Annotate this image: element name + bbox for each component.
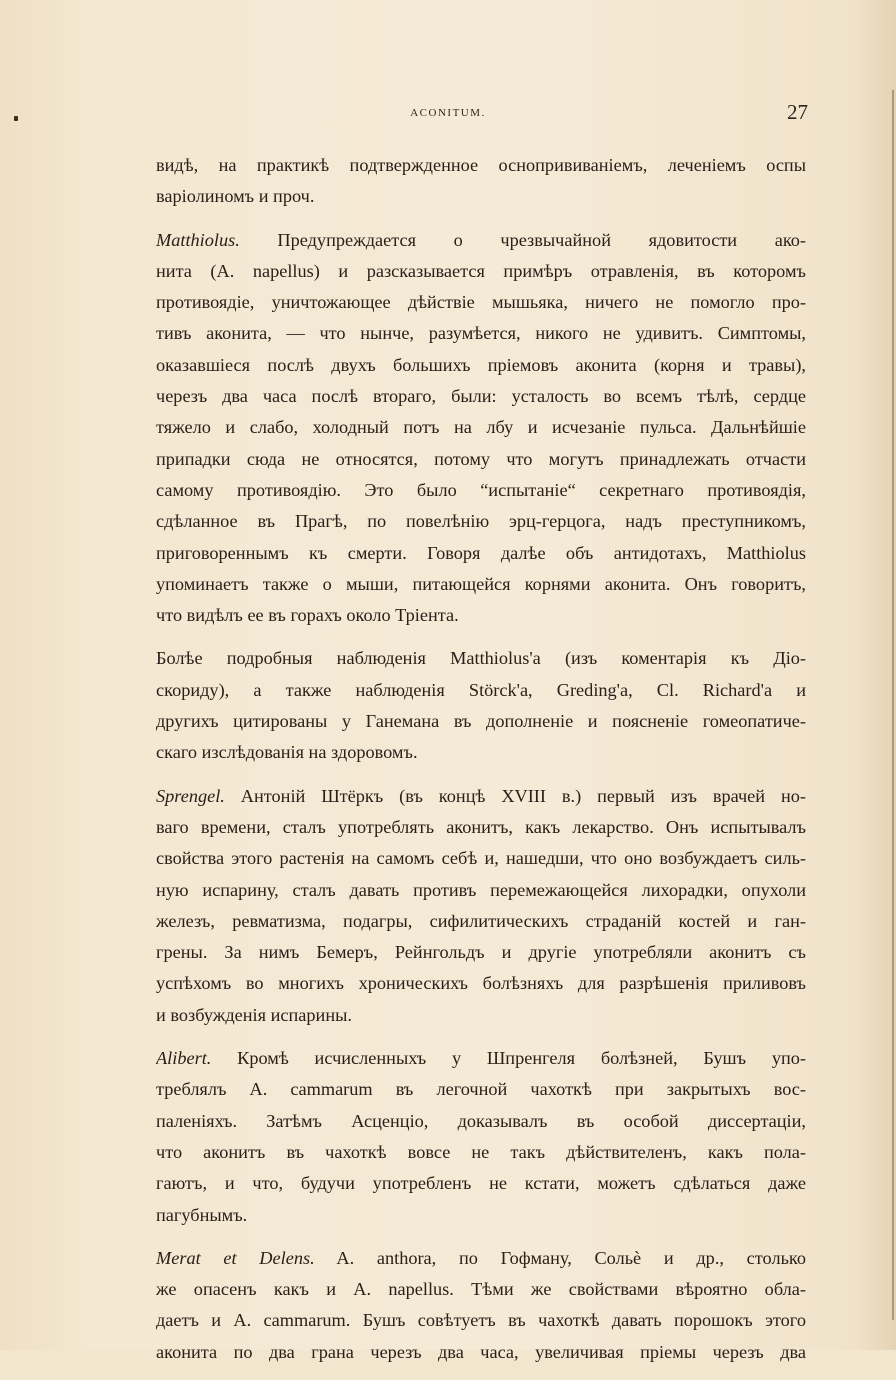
body-text: [156, 150, 806, 1380]
line-text: Болѣе подробныя наблюденiя Matthiolus'а (изъ коментарiя къ Дiо-: [156, 648, 806, 669]
text-line: [156, 1200, 806, 1231]
line-text: гаютъ, и что, будучи употребленъ не кстати, можетъ сдѣлаться даже: [156, 1173, 806, 1194]
line-text: тивъ аконита, — что нынче, разумѣется, никого не удивитъ. Симптомы,: [156, 323, 806, 344]
text-line: [156, 381, 806, 412]
line-text: видѣ, на практикѣ подтвержденное оснопрививанiемъ, леченiемъ оспы: [156, 155, 806, 175]
line-text: тяжело и слабо, холодный потъ на лбу и исчезанiе пульса. Дальнѣйшiе: [156, 417, 806, 438]
text-line: [156, 1274, 806, 1305]
line-text: нита (A. napellus) и разсказывается примѣръ отравленiя, въ которомъ: [156, 260, 806, 281]
text-line: [156, 1168, 806, 1199]
paragraph: [156, 225, 806, 632]
line-text: сдѣланное въ Прагѣ, по повелѣнiю эрц-герцога, надъ преступникомъ,: [156, 511, 806, 532]
text-line: [156, 225, 806, 256]
text-line: [156, 843, 806, 874]
line-text: Антонiй Штёркъ (въ концѣ XVIII в.) первый изъ врачей но-: [224, 785, 806, 806]
paragraph: [156, 150, 806, 213]
text-line: [156, 350, 806, 381]
paragraph-lead-author: Merat et Delens.: [156, 1247, 315, 1268]
text-line: [156, 1074, 806, 1105]
line-text: скориду), а также наблюденiя Störck'а, Greding'а, Cl. Richard'а и: [156, 679, 806, 700]
text-line: [156, 675, 806, 706]
text-line: [156, 1043, 806, 1074]
text-line: [156, 1337, 806, 1368]
text-line: [156, 412, 806, 443]
text-line: [156, 181, 806, 212]
page-edge: [892, 90, 894, 1320]
text-line: [156, 875, 806, 906]
text-line: [156, 318, 806, 349]
line-text: ваго времени, сталъ употреблять аконитъ, какъ лекарство. Онъ испытывалъ: [156, 816, 806, 837]
line-text: железъ, ревматизма, подагры, сифилитическихъ страданiй костей и ган-: [156, 910, 806, 931]
paragraph-lead-author: Alibert.: [156, 1048, 212, 1069]
line-text: ную испарину, сталъ давать противъ перемежающейся лихорадки, опухоли: [156, 879, 806, 900]
text-line: [156, 906, 806, 937]
text-line: [156, 150, 806, 181]
line-text: Кромѣ исчисленныхъ у Шпренгеля болѣзней, Бушъ упо-: [211, 1048, 806, 1069]
line-text: свойства этого растенiя на самомъ себѣ и, нашедши, что оно возбуждаетъ силь-: [156, 848, 806, 869]
line-text: оказавшiеся послѣ двухъ большихъ прiемовъ аконита (корня и травы),: [156, 354, 806, 375]
text-line: [156, 737, 806, 768]
text-line: [156, 1305, 806, 1336]
text-line: [156, 506, 806, 537]
running-title: ACONITUM.: [410, 107, 486, 119]
line-text: упоминаетъ также о мыши, питающейся корнями аконита. Онъ говоритъ,: [156, 573, 806, 594]
line-text: что видѣлъ ее въ горахъ около Трiента.: [156, 605, 459, 626]
line-text: противоядiе, уничтожающее дѣйствiе мышьяка, ничего не помогло про-: [156, 292, 806, 313]
paragraph-lead-author: Matthiolus.: [156, 229, 240, 250]
page-number: 27: [787, 100, 808, 124]
paragraph-lead-author: Sprengel.: [156, 785, 225, 806]
paragraph: [156, 1243, 806, 1368]
line-text: успѣхомъ во многихъ хроническихъ болѣзняхъ для разрѣшенiя приливовъ: [156, 973, 806, 994]
line-text: грены. За нимъ Бемеръ, Рейнгольдъ и другiе употребляли аконитъ съ: [156, 942, 806, 963]
line-text: приговореннымъ къ смерти. Говоря далѣе объ антидотахъ, Matthiolus: [156, 542, 806, 563]
line-text: черезъ два часа послѣ втораго, были: усталость во всемъ тѣлѣ, сердце: [156, 386, 806, 407]
line-text: самому противоядiю. Это было “испытанiе“ секретнаго противоядiя,: [156, 479, 806, 500]
text-line: [156, 812, 806, 843]
line-text: скаго изслѣдованiя на здоровомъ.: [156, 742, 418, 763]
text-line: [156, 569, 806, 600]
text-line: [156, 781, 806, 812]
running-header: [0, 100, 896, 130]
text-line: [156, 444, 806, 475]
paragraph: [156, 1043, 806, 1231]
line-text: Предупреждается о чрезвычайной ядовитости ако-: [239, 229, 806, 250]
text-line: [156, 1106, 806, 1137]
line-text: варiолиномъ и проч.: [156, 186, 315, 207]
line-text: пагубнымъ.: [156, 1204, 248, 1225]
text-line: [156, 256, 806, 287]
paragraph: [156, 781, 806, 1031]
line-text: припадки сюда не относятся, потому что могутъ принадлежать отчасти: [156, 448, 806, 469]
text-line: [156, 643, 806, 674]
text-line: [156, 600, 806, 631]
line-text: треблялъ A. cammarum въ легочной чахоткѣ при закрытыхъ вос-: [156, 1079, 806, 1100]
line-text: и возбужденiя испарины.: [156, 1004, 352, 1025]
line-text: паленiяхъ. Затѣмъ Асценцiо, доказывалъ въ особой диссертацiи,: [156, 1110, 806, 1131]
text-line: [156, 287, 806, 318]
text-line: [156, 538, 806, 569]
paragraph: [156, 643, 806, 768]
line-text: даетъ и A. cammarum. Бушъ совѣтуетъ въ чахоткѣ давать порошокъ этого: [156, 1310, 806, 1331]
text-line: [156, 706, 806, 737]
text-line: [156, 937, 806, 968]
text-line: [156, 1000, 806, 1031]
text-line: [156, 1243, 806, 1274]
line-text: же опасенъ какъ и A. napellus. Тѣми же свойствами вѣроятно обла-: [156, 1279, 806, 1300]
line-text: аконита по два грана черезъ два часа, увеличивая прiемы черезъ два: [156, 1341, 806, 1362]
text-line: [156, 968, 806, 999]
line-text: A. anthora, по Гофману, Сольѐ и др., столько: [314, 1247, 806, 1268]
text-line: [156, 1137, 806, 1168]
text-line: [156, 475, 806, 506]
line-text: другихъ цитированы у Ганемана въ дополненiе и поясненiе гомеопатиче-: [156, 711, 806, 732]
line-text: что аконитъ въ чахоткѣ вовсе не такъ дѣйствителенъ, какъ пола-: [156, 1141, 806, 1162]
